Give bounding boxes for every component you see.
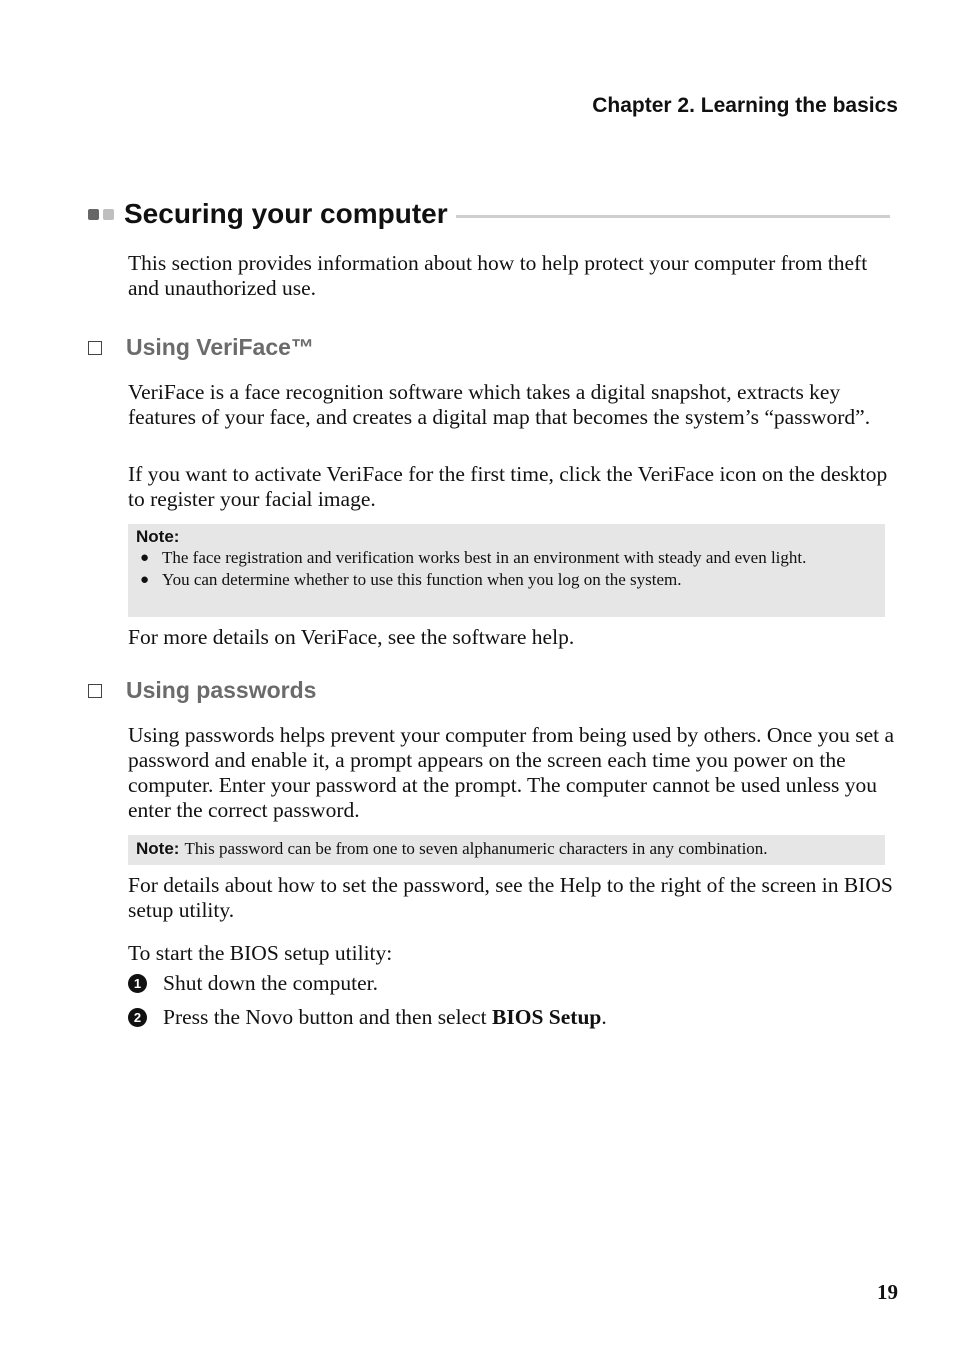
light-square-icon — [103, 209, 114, 220]
veriface-paragraph-3: For more details on VeriFace, see the software help. — [128, 625, 575, 649]
note-label: Note: — [136, 839, 180, 858]
note-bullet — [136, 569, 877, 591]
running-header: Chapter 2. Learning the basics — [592, 94, 898, 117]
section-intro: This section provides information about how to help protect your computer from theft and unauthorized use. — [128, 251, 868, 300]
subsection-heading-veriface — [88, 334, 314, 361]
step-text: Press the Novo button and then select BIOS Setup. — [163, 1005, 607, 1029]
subsection-title: Using VeriFace™ — [126, 334, 314, 360]
veriface-paragraph-2: If you want to activate VeriFace for the first time, click the VeriFace icon on the desktop to register your facial image. — [128, 462, 888, 511]
step-text: Shut down the computer. — [163, 971, 378, 995]
passwords-paragraph-2: For details about how to set the password, see the Help to the right of the screen in BIOS setup utility. — [128, 873, 893, 922]
step-number-icon: 1 — [128, 974, 147, 993]
bullet-icon: ● — [140, 550, 150, 566]
square-bullet-icon — [88, 341, 102, 355]
veriface-paragraph-1: VeriFace is a face recognition software which takes a digital snapshot, extracts key features of your face, and creates a digital map that becomes the system’s “password”. — [128, 380, 871, 429]
section-title: Securing your computer — [124, 198, 448, 229]
section-title-row — [88, 196, 890, 232]
page-number: 19 — [877, 1280, 898, 1304]
note-bullet — [136, 547, 877, 569]
subsection-title: Using passwords — [126, 677, 317, 703]
title-rule — [456, 215, 890, 218]
square-bullet-icon — [88, 684, 102, 698]
dark-square-icon — [88, 209, 99, 220]
note-box — [128, 835, 885, 865]
subsection-heading-passwords — [88, 677, 316, 704]
step-item — [128, 971, 378, 996]
step-number-icon: 2 — [128, 1008, 147, 1027]
note-text: This password can be from one to seven alphanumeric characters in any combination. — [184, 839, 768, 858]
bullet-icon: ● — [140, 572, 150, 588]
note-bullet-text: You can determine whether to use this function when you log on the system. — [162, 570, 682, 589]
passwords-paragraph-1: Using passwords helps prevent your computer from being used by others. Once you set a password and enable it, a prompt appears on the screen each time you power on the computer. Enter your password at the prompt. The computer cannot be used unless you enter the correct password. — [128, 723, 895, 822]
note-label: Note: — [136, 527, 180, 546]
note-bullet-text: The face registration and verification works best in an environment with steady and even light. — [162, 548, 807, 567]
passwords-paragraph-3: To start the BIOS setup utility: — [128, 941, 393, 965]
step-item — [128, 1005, 607, 1030]
note-box — [128, 524, 885, 617]
bios-setup-label: BIOS Setup — [492, 1005, 602, 1029]
